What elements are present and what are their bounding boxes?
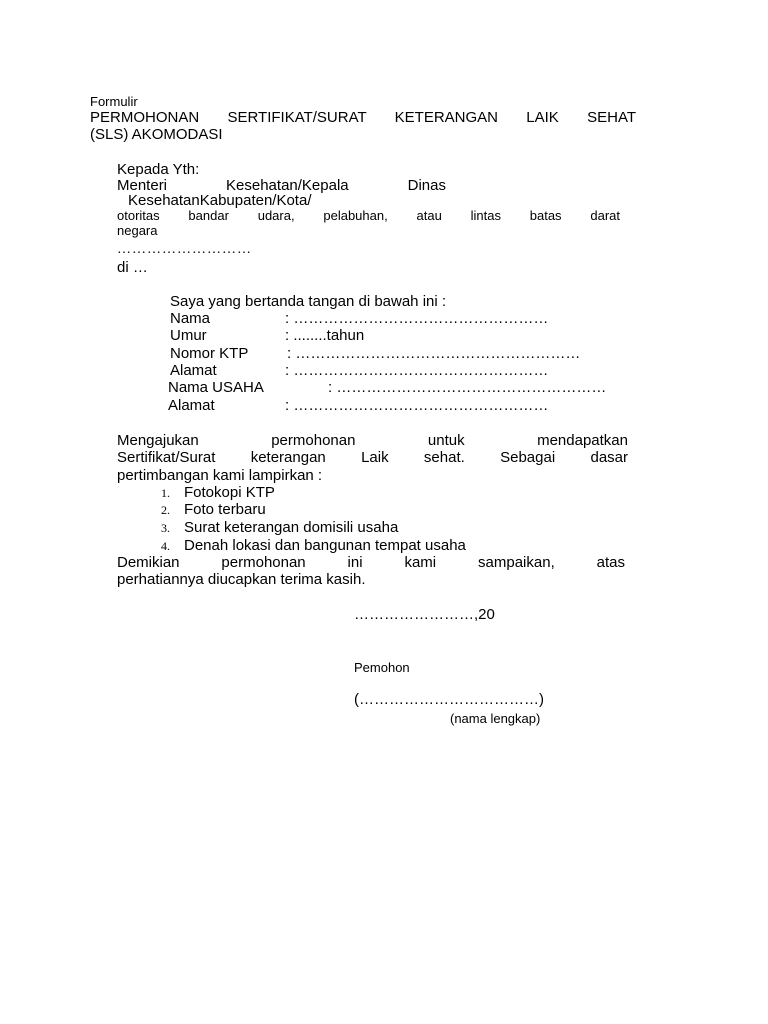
signature-role: Pemohon	[354, 660, 410, 675]
body-line-2: Sertifikat/Surat keterangan Laik sehat. Sebagai dasar	[117, 449, 628, 466]
closing-line-1: Demikian permohonan ini kami sampaikan, atas	[117, 554, 625, 571]
field-value-nama: : ……………………………………………	[285, 310, 549, 327]
signature-date-line: ……………………,20	[354, 606, 495, 623]
addressee-line-3: otoritas bandar udara, pelabuhan, atau lintas batas darat	[117, 208, 620, 223]
addressee-dots: ………………………	[117, 242, 252, 257]
field-label-nama: Nama	[170, 310, 211, 327]
field-value-nama-usaha: : ………………………………………………	[328, 379, 607, 396]
form-title-line-1: PERMOHONAN SERTIFIKAT/SURAT KETERANGAN LAIK SEHAT	[90, 109, 636, 126]
signature-name-caption: (nama lengkap)	[450, 711, 541, 726]
list-item-text: Fotokopi KTP	[184, 484, 275, 501]
field-label-nomor-ktp: Nomor KTP	[170, 345, 249, 362]
addressee-greeting: Kepada Yth:	[117, 161, 200, 178]
addressee-line-1: Menteri Kesehatan/Kepala Dinas	[117, 177, 446, 194]
list-item-number: 1.	[161, 486, 170, 500]
applicant-intro: Saya yang bertanda tangan di bawah ini :	[170, 293, 447, 310]
list-item-text: Surat keterangan domisili usaha	[184, 519, 399, 536]
addressee-place: di …	[117, 259, 148, 276]
list-item-number: 2.	[161, 503, 170, 517]
field-label-nama-usaha: Nama USAHA	[168, 379, 264, 396]
field-value-nomor-ktp: : …………………………………………………	[287, 345, 581, 362]
form-title-line-2: (SLS) AKOMODASI	[90, 126, 223, 143]
field-label-alamat-usaha: Alamat	[168, 397, 215, 414]
addressee-line-2: KesehatanKabupaten/Kota/	[128, 192, 312, 209]
field-value-alamat: : ……………………………………………	[285, 362, 549, 379]
list-item-number: 4.	[161, 539, 170, 553]
field-value-alamat-usaha: : ……………………………………………	[285, 397, 549, 414]
form-label: Formulir	[90, 94, 138, 109]
list-item-text: Denah lokasi dan bangunan tempat usaha	[184, 537, 466, 554]
signature-name-line: (………………………………)	[354, 691, 544, 708]
list-item-number: 3.	[161, 521, 170, 535]
body-line-1: Mengajukan permohonan untuk mendapatkan	[117, 432, 628, 449]
field-value-umur: : ........tahun	[285, 327, 365, 344]
body-line-3: pertimbangan kami lampirkan :	[117, 467, 323, 484]
field-label-umur: Umur	[170, 327, 207, 344]
field-label-alamat: Alamat	[170, 362, 217, 379]
addressee-line-4: negara	[117, 223, 158, 238]
closing-line-2: perhatiannya diucapkan terima kasih.	[117, 571, 366, 588]
list-item-text: Foto terbaru	[184, 501, 266, 518]
